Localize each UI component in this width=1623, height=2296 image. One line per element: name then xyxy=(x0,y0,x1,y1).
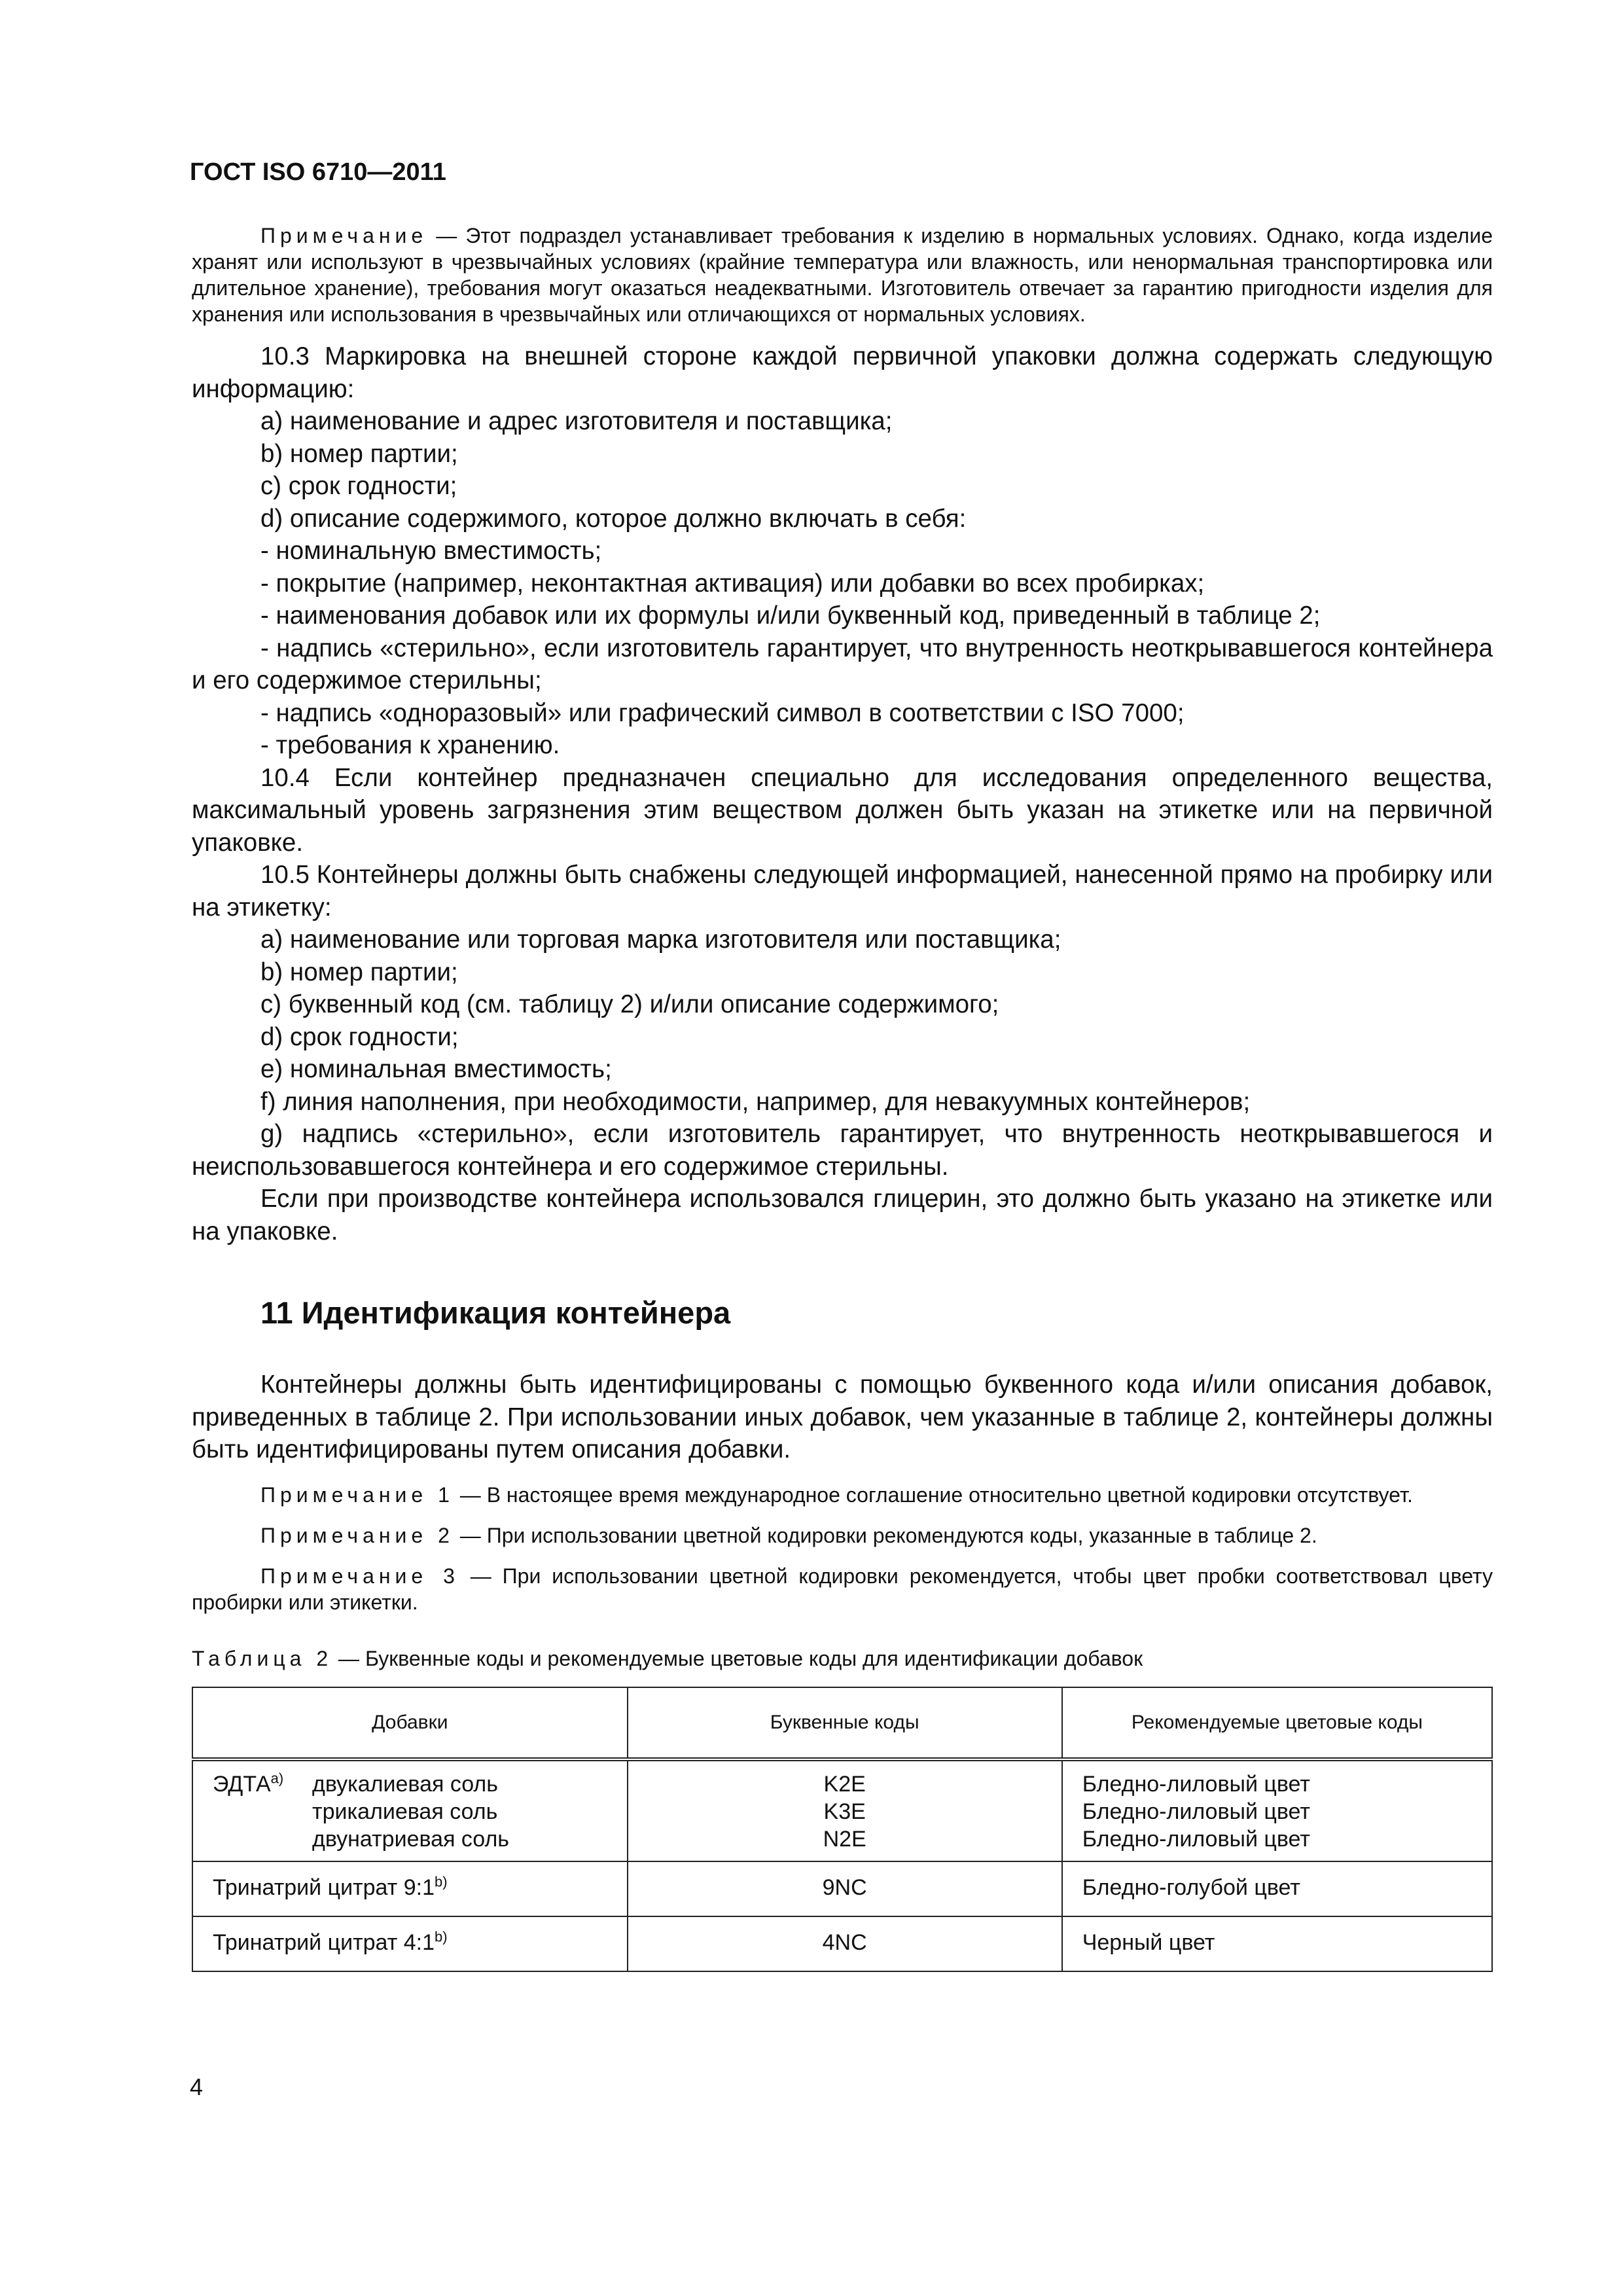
section-11-paragraph: Контейнеры должны быть идентифицированы с помощью буквенного кода и/или описания добавок, приведенных в таблице 2. При использовании иных добавок, чем указанные в таблице 2, контейнеры должны быть идентифицированы путем описания добавки. xyxy=(192,1371,1493,1463)
table-2 xyxy=(192,1687,1493,1972)
s10-3-item-a: a) наименование и адрес изготовителя и поставщика; xyxy=(260,407,893,435)
citrate-9-1-name: Тринатрий цитрат 9:1 xyxy=(213,1874,435,1900)
citrate-9-1-additive xyxy=(192,1861,628,1916)
note-label: Примечание xyxy=(260,224,428,247)
footnote-b: b) xyxy=(435,1928,448,1945)
edta-colors-cell xyxy=(1062,1759,1492,1861)
edta-label xyxy=(213,1770,312,1853)
s10-3-dash-6: - требования к хранению. xyxy=(260,731,560,759)
note-text: — При использовании цветной кодировки рекомендуется, чтобы цвет пробки соответствовал цвету пробирки или этикетки. xyxy=(192,1564,1493,1614)
s10-5-item-e: e) номинальная вместимость; xyxy=(260,1055,612,1083)
edta-additive-cell xyxy=(192,1759,628,1861)
page-number: 4 xyxy=(190,2073,204,2100)
edta-code-3: N2E xyxy=(823,1826,866,1852)
s10-3-item-b: b) номер партии; xyxy=(260,439,458,468)
note-text: — При использовании цветной кодировки рекомендуются коды, указанные в таблице 2. xyxy=(454,1523,1317,1547)
footnote-a: a) xyxy=(270,1770,284,1787)
table-row-edta xyxy=(192,1759,1492,1861)
section-11-title: 11 Идентификация контейнера xyxy=(260,1295,731,1330)
note-text: — Этот подраздел устанавливает требования к изделию в нормальных условиях. Однако, когда изделие хранят или используют в чрезвычайных условиях (крайние температура или влажность, или ненормальная транспортировка или длительное хранение), требования могут оказаться неадекватными. Изготовитель отвечает за гарантию пригодности изделия для хранения или использования в чрезвычайных или отличающихся от нормальных условиях. xyxy=(192,224,1493,326)
table-header-letter-codes: Буквенные коды xyxy=(628,1687,1062,1759)
citrate-4-1-name: Тринатрий цитрат 4:1 xyxy=(213,1929,435,1955)
edta-salt-3: двунатриевая соль xyxy=(312,1826,510,1852)
s10-5-item-f: f) линия наполнения, при необходимости, например, для невакуумных контейнеров; xyxy=(260,1087,1251,1116)
document-header: ГОСТ ISO 6710—2011 xyxy=(190,158,446,186)
s10-3-item-c: c) срок годности; xyxy=(260,472,457,500)
s10-5-glycerin: Если при производстве контейнера использовался глицерин, это должно быть указано на этикетке или на упаковке. xyxy=(192,1185,1493,1246)
section-11-note-3 xyxy=(192,1563,1493,1615)
section-10-4: 10.4 Если контейнер предназначен специально для исследования определенного вещества, максимальный уровень загрязнения этим веществом должен быть указан на этикетке или на первичной упаковке. xyxy=(192,763,1493,857)
edta-name: ЭДТА xyxy=(213,1771,271,1797)
edta-code-2: K3E xyxy=(823,1799,866,1824)
edta-code-1: K2E xyxy=(823,1771,866,1797)
edta-salt-1: двукалиевая соль xyxy=(312,1771,498,1797)
s10-3-dash-5: - надпись «одноразовый» или графический символ в соответствии с ISO 7000; xyxy=(260,698,1185,727)
s10-5-item-d: d) срок годности; xyxy=(260,1022,459,1051)
table-caption-text: — Буквенные коды и рекомендуемые цветовые коды для идентификации добавок xyxy=(332,1646,1143,1670)
table-2-caption xyxy=(192,1647,1493,1671)
table-caption-label: Таблица 2 xyxy=(192,1646,333,1670)
section-11-note-2 xyxy=(192,1522,1493,1549)
page-content xyxy=(192,223,1493,1972)
edta-color-3: Бледно-лиловый цвет xyxy=(1082,1826,1310,1852)
edta-color-2: Бледно-лиловый цвет xyxy=(1082,1799,1310,1824)
note-text: — В настоящее время международное соглашение относительно цветной кодировки отсутствует. xyxy=(454,1482,1413,1507)
citrate-4-1-code: 4NC xyxy=(628,1916,1062,1971)
citrate-9-1-color: Бледно-голубой цвет xyxy=(1062,1861,1492,1916)
table-row-citrate-9-1 xyxy=(192,1861,1492,1916)
citrate-9-1-code: 9NC xyxy=(628,1861,1062,1916)
edta-salt-2: трикалиевая соль xyxy=(312,1799,498,1824)
s10-3-dash-1: - номинальную вместимость; xyxy=(260,537,602,565)
s10-5-item-c: c) буквенный код (см. таблицу 2) и/или описание содержимого; xyxy=(260,990,999,1018)
s10-3-dash-3: - наименования добавок или их формулы и/или буквенный код, приведенный в таблице 2; xyxy=(260,601,1321,630)
s10-5-item-b: b) номер партии; xyxy=(260,958,458,986)
table-header-row xyxy=(192,1687,1492,1759)
table-header-color-codes: Рекомендуемые цветовые коды xyxy=(1062,1687,1492,1759)
table-header-additives: Добавки xyxy=(192,1687,628,1759)
edta-color-1: Бледно-лиловый цвет xyxy=(1082,1771,1310,1797)
note-label: Примечание 3 xyxy=(260,1564,459,1588)
footnote-b: b) xyxy=(435,1873,448,1890)
s10-5-intro: 10.5 Контейнеры должны быть снабжены следующей информацией, нанесенной прямо на пробирку или на этикетку: xyxy=(192,861,1493,922)
s10-5-item-a: a) наименование или торговая марка изготовителя или поставщика; xyxy=(260,925,1061,954)
s10-3-dash-2: - покрытие (например, неконтактная активация) или добавки во всех пробирках; xyxy=(260,569,1205,598)
intro-note xyxy=(192,223,1493,327)
section-11-note-1 xyxy=(192,1482,1493,1508)
note-label: Примечание 1 xyxy=(260,1482,454,1507)
edta-codes-cell xyxy=(628,1759,1062,1861)
s10-5-item-g: g) надпись «стерильно», если изготовитель гарантирует, что внутренность неоткрывавшегося и неиспользовавшегося контейнера и его содержимое стерильны. xyxy=(192,1120,1493,1181)
section-10-3 xyxy=(192,340,1493,762)
s10-3-intro: 10.3 Маркировка на внешней стороне каждой первичной упаковки должна содержать следующую информацию: xyxy=(192,342,1493,403)
s10-3-item-d: d) описание содержимого, которое должно включать в себя: xyxy=(260,504,967,533)
s10-3-dash-sterile: - надпись «стерильно», если изготовитель гарантирует, что внутренность неоткрывавшегося контейнера и его содержимое стерильны; xyxy=(192,634,1493,694)
citrate-4-1-additive xyxy=(192,1916,628,1971)
note-label: Примечание 2 xyxy=(260,1523,454,1547)
table-row-citrate-4-1 xyxy=(192,1916,1492,1971)
citrate-4-1-color: Черный цвет xyxy=(1062,1916,1492,1971)
section-10-5 xyxy=(192,859,1493,1247)
